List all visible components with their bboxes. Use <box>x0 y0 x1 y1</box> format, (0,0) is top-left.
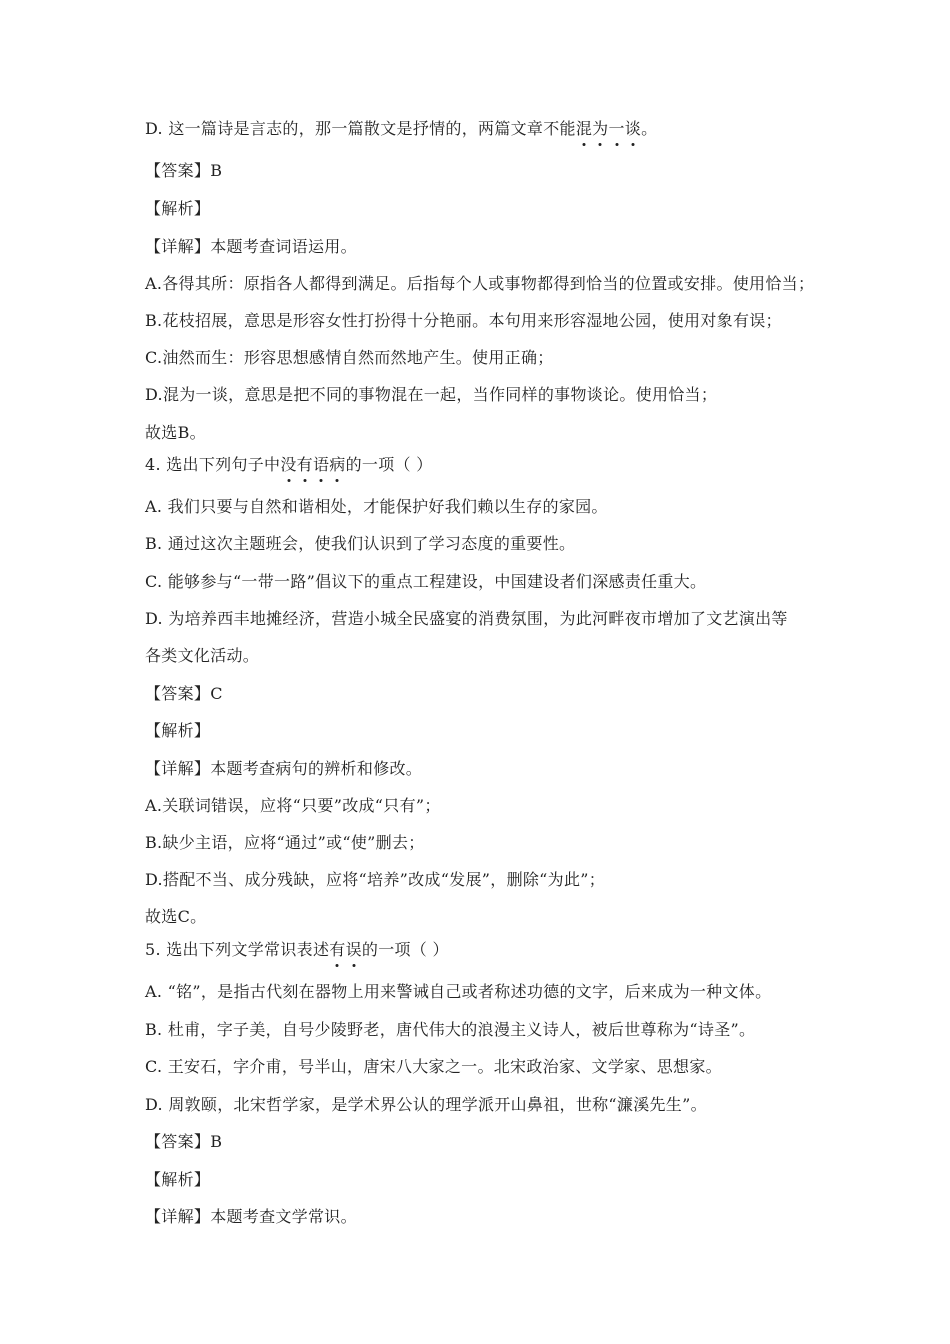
answer-label: 【答案】B <box>145 161 223 180</box>
emphasized-phrase <box>280 455 345 474</box>
q4-option-d-cont: 各类文化活动。 <box>145 646 260 665</box>
choice-conclusion: 故选B。 <box>145 423 206 442</box>
question-4-stem: 4. 选出下列句子中没有语病的一项（ ） <box>145 455 433 474</box>
detail-heading: 【详解】本题考查文学常识。 <box>145 1207 357 1226</box>
q5-option-a: A. “铭”，是指古代刻在器物上用来警诫自己或者称述功德的文字，后来成为一种文体。 <box>145 982 772 1001</box>
emphasis-char: 一 <box>608 119 625 138</box>
analysis-label: 【解析】 <box>145 1170 211 1189</box>
emphasis-char: 谈 <box>624 119 642 138</box>
emphasized-phrase <box>576 119 641 138</box>
analysis-label: 【解析】 <box>145 721 211 740</box>
choice-conclusion: 故选C。 <box>145 907 207 926</box>
question-5-stem: 5. 选出下列文学常识表述有误的一项（ ） <box>145 940 449 959</box>
emphasis-char: 有 <box>329 940 346 959</box>
q5-option-b: B. 杜甫，字子美，自号少陵野老，唐代伟大的浪漫主义诗人，被后世尊称为“诗圣”。 <box>145 1020 756 1039</box>
emphasis-char: 病 <box>329 455 346 474</box>
emphasis-char: 混 <box>575 119 593 138</box>
explanation-c: C.油然而生：形容思想感情自然而然地产生。使用正确； <box>145 348 554 367</box>
emphasis-char: 为 <box>592 119 609 138</box>
emphasis-char: 没 <box>280 455 297 474</box>
emphasis-char: 误 <box>345 940 362 959</box>
q4-option-d: D. 为培养西丰地摊经济，营造小城全民盛宴的消费氛围，为此河畔夜市增加了文艺演出等 <box>145 609 788 628</box>
explanation-d: D.搭配不当、成分残缺，应将“培养”改成“发展”，删除“为此”； <box>145 870 606 889</box>
emphasized-phrase <box>329 940 362 959</box>
q5-option-d: D. 周敦颐，北宋哲学家，是学术界公认的理学派开山鼻祖，世称“濂溪先生”。 <box>145 1095 707 1114</box>
option-d-line: D. 这一篇诗是言志的，那一篇散文是抒情的，两篇文章不能混为一谈。 <box>145 119 658 138</box>
explanation-b: B.花枝招展，意思是形容女性打扮得十分艳丽。本句用来形容湿地公园，使用对象有误； <box>145 311 782 330</box>
analysis-label: 【解析】 <box>145 199 211 218</box>
detail-heading: 【详解】本题考查病句的辨析和修改。 <box>145 759 423 778</box>
detail-heading: 【详解】本题考查词语运用。 <box>145 237 357 256</box>
emphasis-char: 有 <box>296 455 313 474</box>
answer-label: 【答案】B <box>145 1132 223 1151</box>
explanation-a: A.各得其所：原指各人都得到满足。后指每个人或事物都得到恰当的位置或安排。使用恰当； <box>145 274 815 293</box>
q4-option-b: B. 通过这次主题班会，使我们认识到了学习态度的重要性。 <box>145 534 576 553</box>
emphasis-char: 语 <box>312 455 330 474</box>
explanation-b: B.缺少主语，应将“通过”或“使”删去； <box>145 833 425 852</box>
explanation-a: A.关联词错误，应将“只要”改成“只有”； <box>145 796 441 815</box>
q4-option-a: A. 我们只要与自然和谐相处，才能保护好我们赖以生存的家园。 <box>145 497 608 516</box>
answer-label: 【答案】C <box>145 684 223 703</box>
q5-option-c: C. 王安石，字介甫，号半山，唐宋八大家之一。北宋政治家、文学家、思想家。 <box>145 1057 722 1076</box>
explanation-d: D.混为一谈，意思是把不同的事物混在一起，当作同样的事物谈论。使用恰当； <box>145 385 718 404</box>
q4-option-c: C. 能够参与“一带一路”倡议下的重点工程建设，中国建设者们深感责任重大。 <box>145 572 707 591</box>
